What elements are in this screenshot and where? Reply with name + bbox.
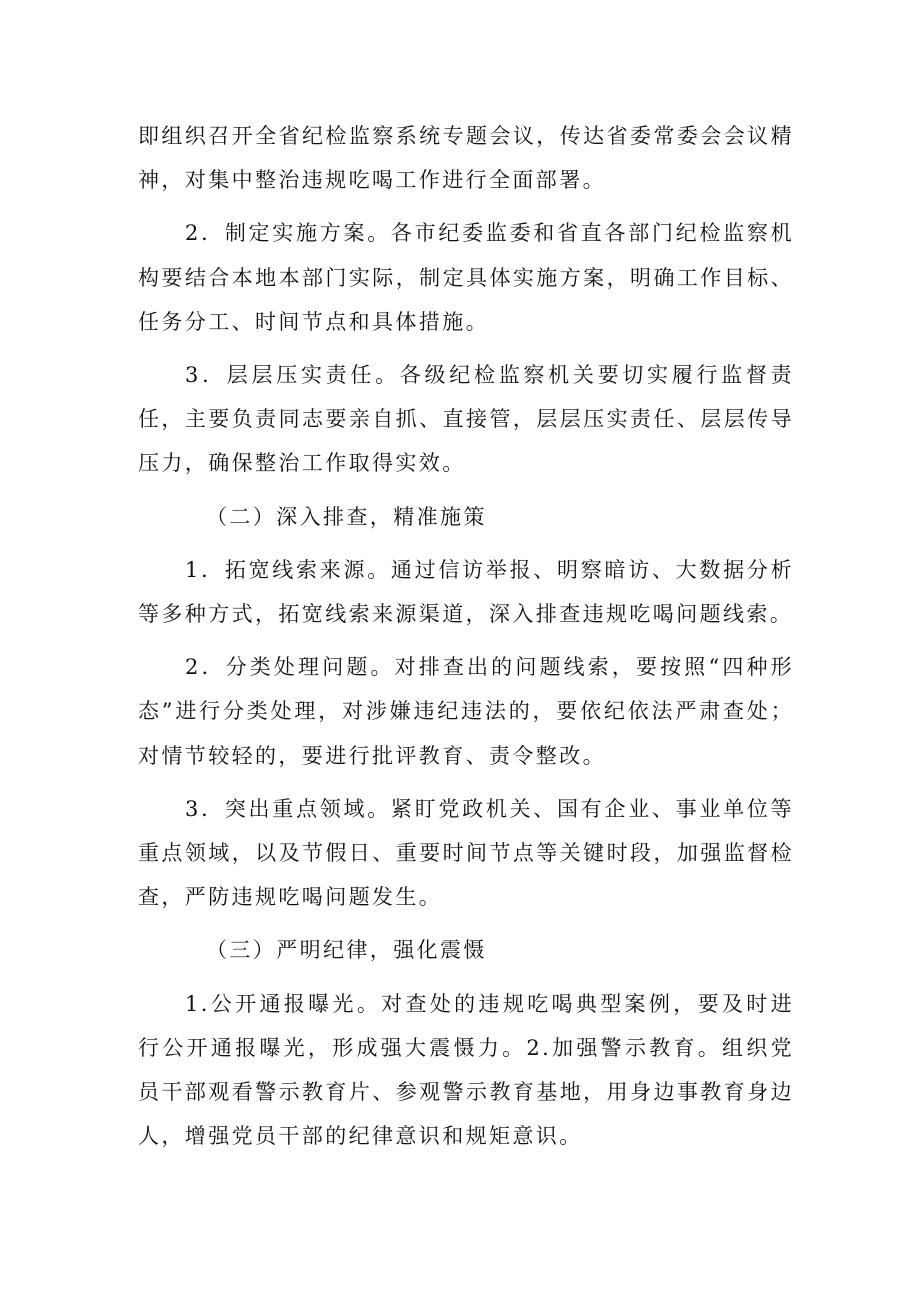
paragraph-item-2-plan: 2．制定实施方案。各市纪委监委和省直各部门纪检监察机构要结合本地本部门实际，制定具体实施方案，明确工作目标、任务分工、时间节点和具体措施。 xyxy=(138,221,794,334)
paragraph-item-3-key-areas: 3．突出重点领域。紧盯党政机关、国有企业、事业单位等重点领域，以及节假日、重要时间节点等关键时段，加强监督检查，严防违规吃喝问题发生。 xyxy=(138,796,794,910)
section-heading-2: （二）深入排查，精准施策 xyxy=(206,504,487,529)
section-heading-3: （三）严明纪律，强化震慑 xyxy=(206,938,487,963)
paragraph-continuation: 即组织召开全省纪检监察系统专题会议，传达省委常委会会议精神，对集中整治违规吃喝工作进行全面部署。 xyxy=(138,124,794,193)
paragraph-item-1-exposure: 1.公开通报曝光。对查处的违规吃喝典型案例，要及时进行公开通报曝光，形成强大震慑力。2.加强警示教育。组织党员干部观看警示教育片、参观警示教育基地，用身边事教育身边人，增强党员干部的纪律意识和规矩意识。 xyxy=(138,991,794,1149)
paragraph-item-3-responsibility: 3．层层压实责任。各级纪检监察机关要切实履行监督责任，主要负责同志要亲自抓、直接管，层层压实责任、层层传导压力，确保整治工作取得实效。 xyxy=(138,363,794,476)
paragraph-item-1-clues: 1．拓宽线索来源。通过信访举报、明察暗访、大数据分析等多种方式，拓宽线索来源渠道，深入排查违规吃喝问题线索。 xyxy=(138,557,794,627)
document-body xyxy=(138,114,794,1167)
paragraph-item-2-classify: 2．分类处理问题。对排查出的问题线索，要按照“四种形态”进行分类处理，对涉嫌违纪违法的，要依纪依法严肃查处；对情节较轻的，要进行批评教育、责令整改。 xyxy=(138,655,794,768)
